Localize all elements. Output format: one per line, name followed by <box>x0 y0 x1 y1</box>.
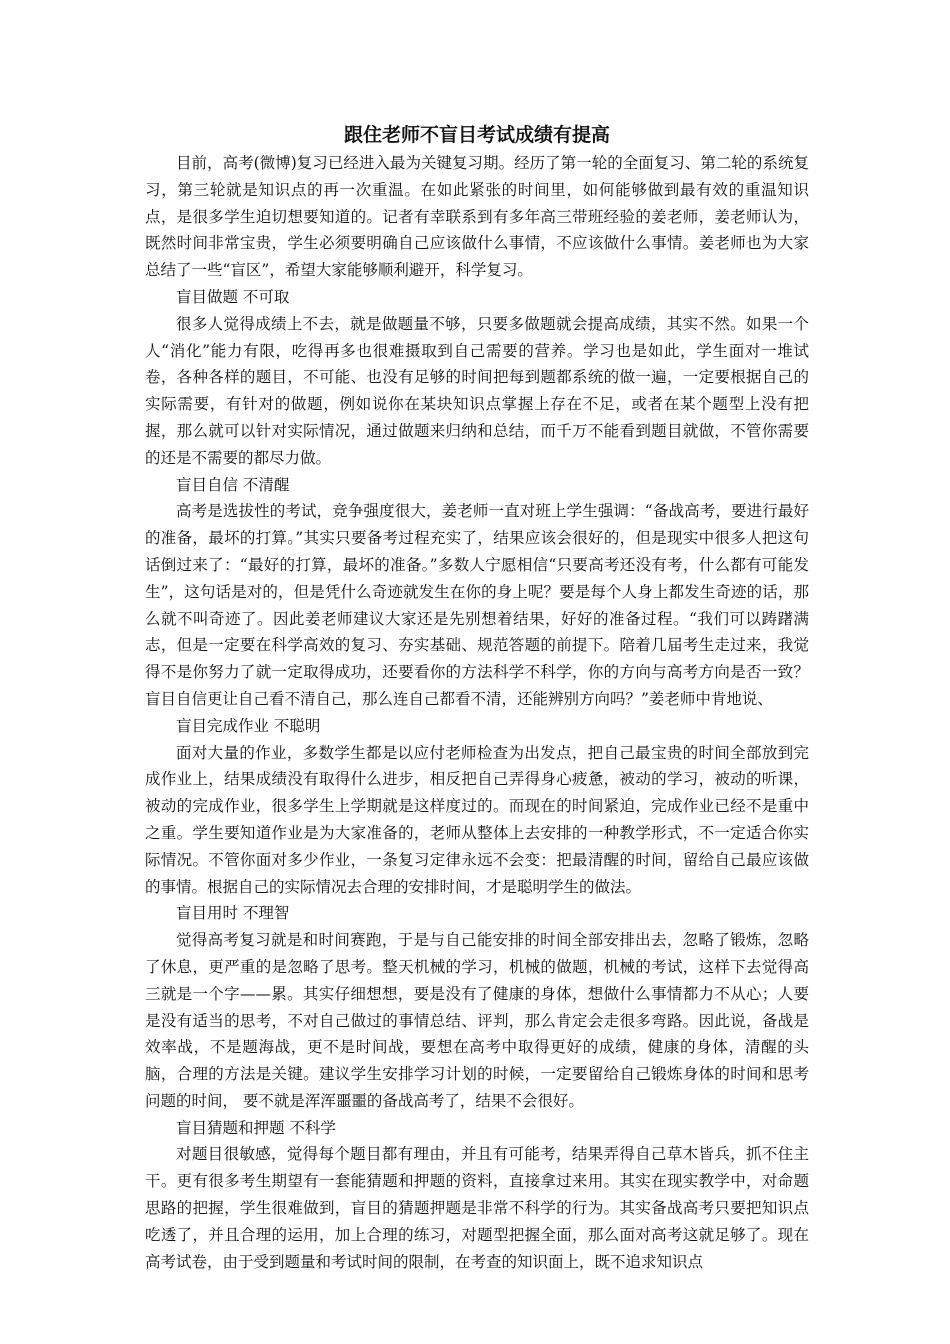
paragraph: 很多人觉得成绩上不去，就是做题量不够，只要多做题就会提高成绩，其实不然。如果一个人“消化”能力有限，吃得再多也很难摄取到自己需要的营养。学习也是如此，学生面对一堆试卷，各种各样的题目，不可能、也没有足够的时间把每到题都系统的做一遍，一定要根据自己的实际需要，有针对的做题，例如说你在某块知识点掌握上存在不足，或者在某个题型上没有把握，那么就可以针对实际情况，通过做题来归纳和总结，而千万不能看到题目就做，不管你需要的还是不需要的都尽力做。 <box>145 314 809 467</box>
paragraph: 目前，高考(微博)复习已经进入最为关键复习期。经历了第一轮的全面复习、第二轮的系统复习，第三轮就是知识点的再一次重温。在如此紧张的时间里，如何能够做到最有效的重温知识点，是很多学生迫切想要知道的。记者有幸联系到有多年高三带班经验的姜老师，姜老师认为，既然时间非常宝贵，学生必须要明确自己应该做什么事情，不应该做什么事情。姜老师也为大家总结了一些“盲区”，希望大家能够顺利避开，科学复习。 <box>145 154 809 280</box>
document-page <box>145 120 809 1275</box>
section-heading: 盲目做题 不可取 <box>176 287 290 306</box>
section-heading: 盲目用时 不理智 <box>176 904 290 923</box>
paragraph: 对题目很敏感，觉得每个题目都有理由，并且有可能考，结果弄得自己草木皆兵，抓不住主干。更有很多考生期望有一套能猜题和押题的资料，直接拿过来用。其实在现实教学中，对命题思路的把握，学生很难做到，盲目的猜题押题是非常不科学的行为。其实备战高考只要把知识点吃透了，并且合理的运用，加上合理的练习，对题型把握全面，那么面对高考这就足够了。现在高考试卷，由于受到题量和考试时间的限制，在考查的知识面上，既不追求知识点 <box>145 1145 809 1271</box>
section-heading: 盲目自信 不清醒 <box>176 475 290 494</box>
section-heading: 盲目猜题和押题 不科学 <box>176 1118 336 1137</box>
document-title: 跟住老师不盲目考试成绩有提高 <box>343 124 610 146</box>
paragraph: 高考是选拔性的考试，竞争强度很大，姜老师一直对班上学生强调：“备战高考，要进行最好的准备，最坏的打算。”其实只要备考过程充实了，结果应该会很好的，但是现实中很多人把这句话倒过来了：“最好的打算，最坏的准备。”多数人宁愿相信“只要高考还没有考，什么都有可能发生”，这句话是对的，但是凭什么奇迹就发生在你的身上呢？要是每个人身上都发生奇迹的话，那么就不叫奇迹了。因此姜老师建议大家还是先别想着结果，好好的准备过程。“我们可以踌躇满志，但是一定要在科学高效的复习、夯实基础、规范答题的前提下。陪着几届考生走过来，我觉得不是你努力了就一定取得成功，还要看你的方法科学不科学，你的方向与高考方向是否一致？盲目自信更让自己看不清自己，那么连自己都看不清，还能辨别方向吗？”姜老师中肯地说、 <box>145 502 809 708</box>
section-heading: 盲目完成作业 不聪明 <box>176 716 321 735</box>
paragraph: 面对大量的作业，多数学生都是以应付老师检查为出发点，把自己最宝贵的时间全部放到完成作业上，结果成绩没有取得什么进步，相反把自己弄得身心疲惫，被动的学习，被动的听课，被动的完成作业，很多学生上学期就是这样度过的。而现在的时间紧迫，完成作业已经不是重中之重。学生要知道作业是为大家准备的，老师从整体上去安排的一种教学形式，不一定适合你实际情况。不管你面对多少作业，一条复习定律永远不会变：把最清醒的时间，留给自己最应该做的事情。根据自己的实际情况去合理的安排时间，才是聪明学生的做法。 <box>145 743 809 896</box>
document-body <box>145 150 809 1275</box>
paragraph: 觉得高考复习就是和时间赛跑，于是与自己能安排的时间全部安排出去，忽略了锻炼，忽略了休息，更严重的是忽略了思考。整天机械的学习，机械的做题，机械的考试，这样下去觉得高三就是一个字——累。其实仔细想想，要是没有了健康的身体，想做什么事情都力不从心；人要是没有适当的思考，不对自己做过的事情总结、评判，那么肯定会走很多弯路。因此说，备战是效率战，不是题海战，更不是时间战，要想在高考中取得更好的成绩，健康的身体，清醒的头脑，合理的方法是关键。建议学生安排学习计划的时候，一定要留给自己锻炼身体的时间和思考问题的时间， 要不就是浑浑噩噩的备战高考了，结果不会很好。 <box>145 931 809 1110</box>
